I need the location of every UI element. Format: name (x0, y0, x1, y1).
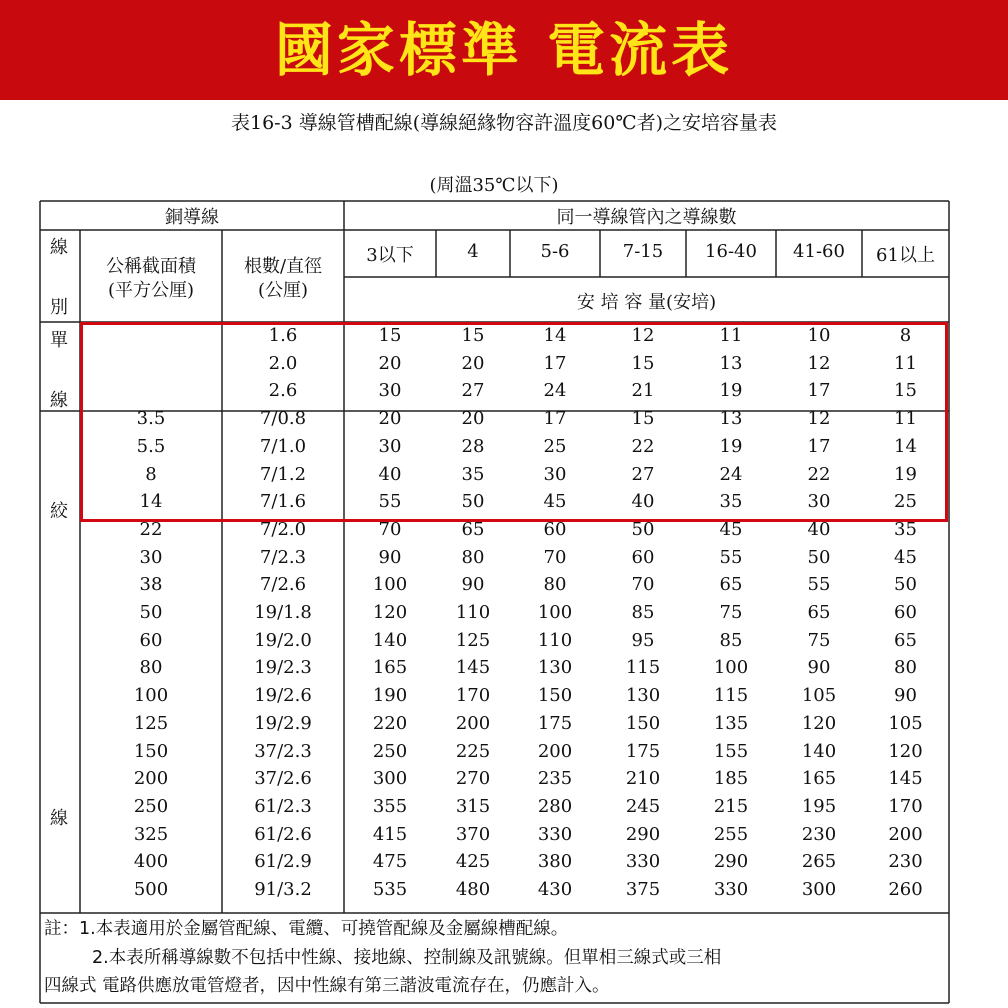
cell-strands: 7/2.3 (259, 546, 307, 568)
cell-c3: 45 (543, 491, 567, 513)
cell-c2: 65 (461, 518, 485, 540)
cell-c2: 90 (461, 574, 485, 596)
cell-strands: 7/2.6 (259, 574, 307, 596)
table-caption: 表16-3 導線管槽配線(導線絕緣物容許溫度60℃者)之安培容量表 (231, 112, 777, 134)
cell-c1: 20 (378, 408, 402, 430)
cell-strands: 91/3.2 (254, 879, 312, 900)
cell-c2: 315 (455, 795, 491, 817)
highlight-box (80, 322, 948, 522)
cell-c4: 290 (625, 823, 661, 845)
cell-c2: 145 (455, 657, 491, 679)
header-strands: 根數/直徑 (243, 256, 323, 277)
cell-strands: 19/1.8 (254, 602, 312, 623)
cell-c6: 230 (801, 823, 837, 845)
cell-c5: 13 (719, 408, 743, 430)
cell-c2: 125 (455, 629, 491, 651)
cell-c7: 170 (888, 795, 923, 817)
cell-c6: 30 (807, 491, 831, 513)
cell-c2: 225 (455, 740, 491, 762)
cell-c5: 19 (719, 435, 743, 457)
cell-c4: 22 (631, 435, 655, 457)
cell-c1: 165 (372, 657, 408, 679)
cell-c6: 55 (807, 574, 831, 596)
cell-c5: 255 (713, 823, 749, 845)
cell-c6: 12 (807, 352, 831, 374)
cell-c5: 115 (713, 685, 749, 707)
cell-c3: 380 (537, 851, 573, 873)
cell-area: 400 (133, 851, 169, 873)
cell-c2: 80 (461, 546, 485, 568)
cell-c6: 265 (801, 851, 837, 873)
cell-c5: 330 (713, 879, 749, 900)
cell-c7: 80 (894, 657, 917, 679)
header-strands-unit: (公厘) (257, 280, 309, 301)
header-ampacity: 安 培 容 量(安培) (576, 292, 717, 313)
header-count-6: 41-60 (793, 241, 845, 262)
cell-c4: 85 (631, 602, 655, 623)
cell-c6: 300 (801, 879, 837, 900)
cell-c1: 40 (378, 463, 402, 485)
cell-c1: 120 (372, 602, 408, 623)
cell-c7: 14 (894, 435, 917, 457)
cell-c6: 105 (801, 685, 837, 707)
cell-c4: 21 (631, 380, 655, 402)
cell-c1: 30 (378, 435, 402, 457)
cell-c4: 50 (631, 518, 655, 540)
cell-strands: 7/2.0 (259, 518, 307, 540)
cell-c6: 17 (807, 435, 831, 457)
cell-c3: 80 (543, 574, 567, 596)
cell-c3: 17 (543, 408, 567, 430)
cell-c1: 90 (378, 546, 402, 568)
cell-c6: 90 (807, 657, 831, 679)
cell-c7: 60 (894, 602, 917, 623)
page-title: 國家標準 電流表 (274, 16, 734, 84)
cell-c7: 105 (888, 712, 923, 734)
cell-c2: 170 (455, 685, 491, 707)
cell-c6: 140 (801, 740, 837, 762)
cell-c3: 130 (537, 657, 573, 679)
cell-c4: 15 (631, 352, 655, 374)
cell-c2: 200 (455, 712, 491, 734)
cell-c6: 12 (807, 408, 831, 430)
cell-area: 8 (145, 463, 157, 485)
cell-c2: 27 (461, 380, 485, 402)
header-count-7: 61以上 (876, 245, 935, 266)
cell-strands: 7/1.6 (259, 491, 307, 513)
cell-c2: 480 (455, 879, 491, 900)
cell-c3: 175 (537, 712, 573, 734)
header-count-2: 4 (467, 241, 479, 262)
cell-c3: 330 (537, 823, 573, 845)
cell-c7: 145 (888, 768, 923, 790)
cell-c1: 250 (372, 740, 408, 762)
cell-c3: 24 (543, 380, 567, 402)
cell-area: 50 (139, 602, 163, 623)
cell-c5: 11 (719, 325, 743, 346)
cell-strands: 7/1.2 (259, 463, 307, 485)
cell-c2: 28 (461, 435, 485, 457)
cell-c3: 17 (543, 352, 567, 374)
cell-c7: 90 (894, 685, 917, 707)
header-count-group: 同一導線管內之導線數 (556, 207, 737, 228)
cell-c1: 220 (372, 712, 408, 734)
cell-c1: 300 (372, 768, 408, 790)
cell-c5: 135 (713, 712, 749, 734)
header-count-4: 7-15 (622, 241, 664, 262)
cell-area: 100 (133, 685, 169, 707)
cell-strands: 19/2.0 (254, 629, 312, 651)
cell-c7: 8 (899, 325, 912, 346)
cell-area: 125 (133, 712, 169, 734)
note-1: 註：1.本表適用於金屬管配線、電纜、可撓管配線及金屬線槽配線。 (44, 919, 569, 939)
cell-c1: 415 (372, 823, 408, 845)
cell-strands: 61/2.6 (254, 823, 312, 845)
cell-c5: 19 (719, 380, 743, 402)
cell-c5: 65 (719, 574, 743, 596)
cell-strands: 19/2.9 (254, 712, 312, 734)
cell-c2: 15 (461, 325, 485, 346)
cell-c6: 120 (801, 712, 837, 734)
cell-c2: 425 (455, 851, 491, 873)
cell-c3: 150 (537, 685, 573, 707)
cell-c2: 270 (455, 768, 491, 790)
cell-c4: 95 (631, 629, 655, 651)
cell-c7: 120 (888, 740, 923, 762)
cell-c4: 210 (625, 768, 661, 790)
cell-c1: 475 (372, 851, 408, 873)
cell-area: 250 (133, 795, 169, 817)
cell-area: 38 (139, 574, 163, 596)
cell-c4: 60 (631, 546, 655, 568)
header-count-1: 3以下 (366, 245, 414, 266)
header-area-unit: (平方公厘) (107, 280, 195, 301)
section-stranded-bottom: 線 (50, 808, 68, 829)
cell-c6: 17 (807, 380, 831, 402)
cell-c7: 45 (894, 546, 917, 568)
cell-c4: 330 (625, 851, 661, 873)
cell-c1: 190 (372, 685, 408, 707)
cell-c2: 50 (461, 491, 485, 513)
cell-c4: 40 (631, 491, 655, 513)
cell-c4: 130 (625, 685, 661, 707)
cell-c5: 185 (713, 768, 749, 790)
cell-strands: 2.0 (268, 352, 298, 374)
cell-area: 5.5 (136, 435, 166, 457)
cell-c4: 150 (625, 712, 661, 734)
cell-c7: 15 (894, 380, 917, 402)
cell-c7: 25 (894, 491, 917, 513)
header-area: 公稱截面積 (106, 256, 196, 277)
cell-area: 3.5 (136, 408, 166, 430)
cell-c7: 50 (894, 574, 917, 596)
cell-c5: 75 (719, 602, 743, 623)
cell-c3: 100 (537, 602, 573, 623)
ambient-temperature-note: (周溫35℃以下) (429, 175, 559, 196)
cell-c3: 280 (537, 795, 573, 817)
cell-c4: 27 (631, 463, 655, 485)
cell-c1: 15 (378, 325, 402, 346)
cell-c5: 55 (719, 546, 743, 568)
cell-area: 80 (139, 657, 163, 679)
cell-c1: 70 (378, 518, 402, 540)
cell-c6: 40 (807, 518, 831, 540)
cell-c1: 140 (372, 629, 408, 651)
cell-c1: 55 (378, 491, 402, 513)
cell-c6: 22 (807, 463, 831, 485)
cell-strands: 19/2.3 (254, 657, 312, 679)
cell-c5: 100 (713, 657, 749, 679)
cell-c1: 20 (378, 352, 402, 374)
cell-c5: 85 (719, 629, 743, 651)
cell-c5: 45 (719, 518, 743, 540)
cell-c7: 35 (894, 518, 917, 540)
cell-c2: 370 (455, 823, 491, 845)
cell-strands: 7/0.8 (259, 408, 307, 430)
cell-c3: 110 (537, 629, 573, 651)
cell-c5: 13 (719, 352, 743, 374)
cell-c3: 430 (537, 879, 573, 900)
cell-c6: 165 (801, 768, 837, 790)
cell-c1: 535 (372, 879, 408, 900)
header-type-top: 線 (50, 237, 68, 258)
cell-c2: 110 (455, 602, 491, 623)
cell-c1: 355 (372, 795, 408, 817)
cell-c3: 70 (543, 546, 567, 568)
cell-c6: 10 (807, 325, 831, 346)
cell-c7: 11 (894, 352, 917, 374)
section-solid-bottom: 線 (50, 390, 68, 411)
cell-c3: 200 (537, 740, 573, 762)
cell-c4: 15 (631, 408, 655, 430)
cell-c4: 115 (625, 657, 661, 679)
cell-c1: 30 (378, 380, 402, 402)
cell-area: 30 (139, 546, 163, 568)
section-stranded-top: 絞 (50, 501, 68, 522)
cell-c7: 230 (888, 851, 923, 873)
cell-c5: 215 (713, 795, 749, 817)
cell-c6: 195 (801, 795, 837, 817)
cell-area: 150 (133, 740, 169, 762)
note-3: 四線式 電路供應放電管燈者，因中性線有第三諧波電流存在，仍應計入。 (44, 976, 610, 996)
cell-c1: 100 (372, 574, 408, 596)
cell-strands: 2.6 (268, 380, 298, 402)
header-count-3: 5-6 (540, 241, 570, 262)
cell-area: 200 (133, 768, 169, 790)
cell-c3: 235 (537, 768, 573, 790)
cell-c6: 50 (807, 546, 831, 568)
cell-strands: 61/2.9 (254, 851, 312, 873)
cell-strands: 7/1.0 (259, 435, 307, 457)
cell-c7: 260 (888, 879, 923, 900)
cell-c7: 19 (894, 463, 917, 485)
cell-c2: 35 (461, 463, 485, 485)
header-count-5: 16-40 (705, 241, 757, 262)
cell-area: 60 (139, 629, 163, 651)
cell-strands: 37/2.6 (254, 768, 312, 790)
cell-c7: 200 (888, 823, 923, 845)
section-solid-top: 單 (50, 330, 68, 351)
cell-area: 14 (139, 491, 163, 513)
cell-c5: 24 (719, 463, 743, 485)
cell-c5: 35 (719, 491, 743, 513)
cell-c2: 20 (461, 408, 485, 430)
cell-strands: 19/2.6 (254, 685, 312, 707)
cell-c4: 245 (625, 795, 661, 817)
cell-c3: 30 (543, 463, 567, 485)
cell-c6: 75 (807, 629, 831, 651)
cell-c3: 60 (543, 518, 567, 540)
cell-c4: 12 (631, 325, 655, 346)
cell-area: 22 (139, 518, 163, 540)
cell-c5: 155 (713, 740, 749, 762)
cell-c2: 20 (461, 352, 485, 374)
cell-c5: 290 (713, 851, 749, 873)
header-copper: 銅導線 (165, 207, 219, 228)
cell-strands: 37/2.3 (254, 740, 312, 762)
cell-c3: 25 (543, 435, 567, 457)
cell-c6: 65 (807, 602, 831, 623)
cell-c4: 70 (631, 574, 655, 596)
cell-area: 325 (133, 823, 169, 845)
cell-c4: 175 (625, 740, 661, 762)
cell-c7: 65 (894, 629, 917, 651)
cell-c3: 14 (543, 325, 567, 346)
note-2: 2.本表所稱導線數不包括中性線、接地線、控制線及訊號線。但單相三線式或三相 (92, 948, 722, 968)
cell-c4: 375 (625, 879, 661, 900)
cell-strands: 61/2.3 (254, 795, 312, 817)
header-type-bottom: 別 (50, 297, 68, 318)
cell-area: 500 (133, 879, 169, 900)
cell-strands: 1.6 (268, 325, 298, 346)
cell-c7: 11 (894, 408, 917, 430)
